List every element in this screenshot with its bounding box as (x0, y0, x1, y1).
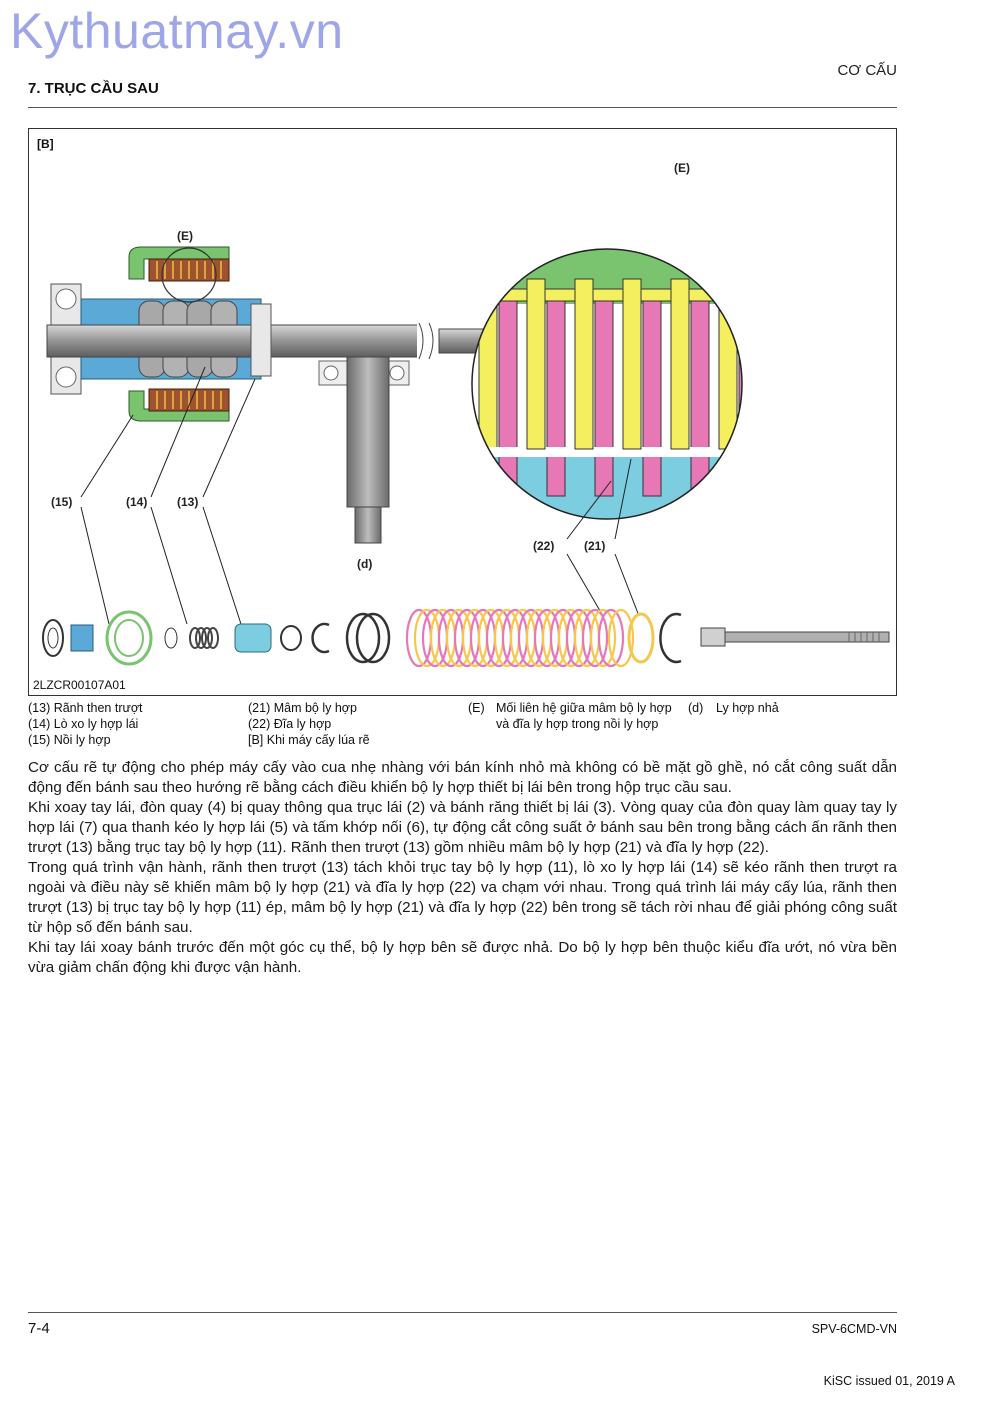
chapter-title: 7. TRỤC CẦU SAU (28, 80, 159, 97)
label-13: (13) (177, 495, 199, 509)
body-text (28, 758, 897, 978)
legend-col-4 (688, 700, 779, 716)
figure-legend (28, 700, 897, 752)
issued-note: KiSC issued 01, 2019 A (823, 1374, 955, 1388)
legend-key-d: (d) (688, 701, 704, 715)
document-code: SPV-6CMD-VN (811, 1322, 897, 1336)
label-15: (15) (51, 495, 73, 509)
label-22: (22) (533, 539, 555, 553)
clutch-figure (28, 128, 897, 696)
zoom-detail-e (469, 244, 757, 524)
label-21: (21) (584, 539, 606, 553)
section-label: CƠ CẤU (837, 62, 897, 79)
legend-key-e: (E) (468, 701, 485, 715)
label-e-small: (E) (177, 229, 193, 243)
figure-code: 2LZCR00107A01 (33, 678, 126, 692)
legend-item: (15) Nồi ly hợp (28, 733, 111, 747)
exploded-parts (43, 610, 889, 666)
legend-item: (22) Đĩa ly hợp (248, 717, 332, 731)
legend-col-3 (468, 700, 676, 732)
paragraph-4: Khi tay lái xoay bánh trước đến một góc cụ thể, bộ ly hợp bên sẽ được nhả. Do bộ ly hợp bên thuộc kiểu đĩa ướt, nó vừa bền vừa giảm chấn động khi được vận hành. (28, 939, 897, 976)
watermark: Kythuatmay.vn (10, 3, 344, 59)
clutch-diagram (29, 129, 896, 695)
label-14: (14) (126, 495, 148, 509)
figure-mode-label: [B] (37, 137, 54, 151)
label-e-zoom: (E) (674, 161, 690, 175)
label-d: (d) (357, 557, 373, 571)
legend-item: (14) Lò xo ly hợp lái (28, 717, 139, 731)
legend-col-1 (28, 700, 143, 748)
legend-text-d: Ly hợp nhả (716, 701, 779, 715)
header-divider (28, 107, 897, 108)
paragraph-1: Cơ cấu rẽ tự động cho phép máy cấy vào cua nhẹ nhàng với bán kính nhỏ mà không có bề mặt gồ ghề, nó cắt công suất dẫn động đến bánh sau theo hướng rẽ bằng cách điều khiển bộ ly hợp thiết bị lái bên trong hộp trục cầu sau. (28, 759, 897, 796)
assembly-view (47, 247, 507, 543)
legend-item: [B] Khi máy cấy lúa rẽ (248, 733, 370, 747)
page-number: 7-4 (28, 1320, 50, 1337)
footer-divider (28, 1312, 897, 1313)
paragraph-2: Khi xoay tay lái, đòn quay (4) bị quay thông qua trục lái (2) và bánh răng thiết bị lái (3). Vòng quay của đòn quay làm quay tay ly hợp lái (7) qua thanh kéo ly hợp lái (5) và tấm khớp nối (6), tự động cắt công suất ở bánh sau bên trong bằng cách ấn rãnh then trượt (13) bằng trục tay bộ ly hợp (11). Rãnh then trượt (13) gồm nhiều mâm bộ ly hợp (21) và đĩa ly hợp (22). (28, 799, 897, 856)
legend-col-2 (248, 700, 370, 748)
legend-item: (13) Rãnh then trượt (28, 701, 143, 715)
legend-text-e: Mối liên hệ giữa mâm bộ ly hợp và đĩa ly hợp trong nồi ly hợp (496, 701, 672, 731)
paragraph-3: Trong quá trình vận hành, rãnh then trượt (13) tách khỏi trục tay bộ ly hợp (11), lò xo ly hợp lái (14) sẽ kéo rãnh then trượt ra ngoài và điều này sẽ khiến mâm bộ ly hợp (21) và đĩa ly hợp (22) va chạm với nhau. Trong quá trình lái máy cấy lúa, rãnh then trượt (13) bị trục tay bộ ly hợp (11) ép, mâm bộ ly hợp (21) và đĩa ly hợp (22) bên trong sẽ tách rời nhau để giải phóng công suất từ hộp số đến bánh sau. (28, 859, 897, 936)
legend-item: (21) Mâm bộ ly hợp (248, 701, 357, 715)
